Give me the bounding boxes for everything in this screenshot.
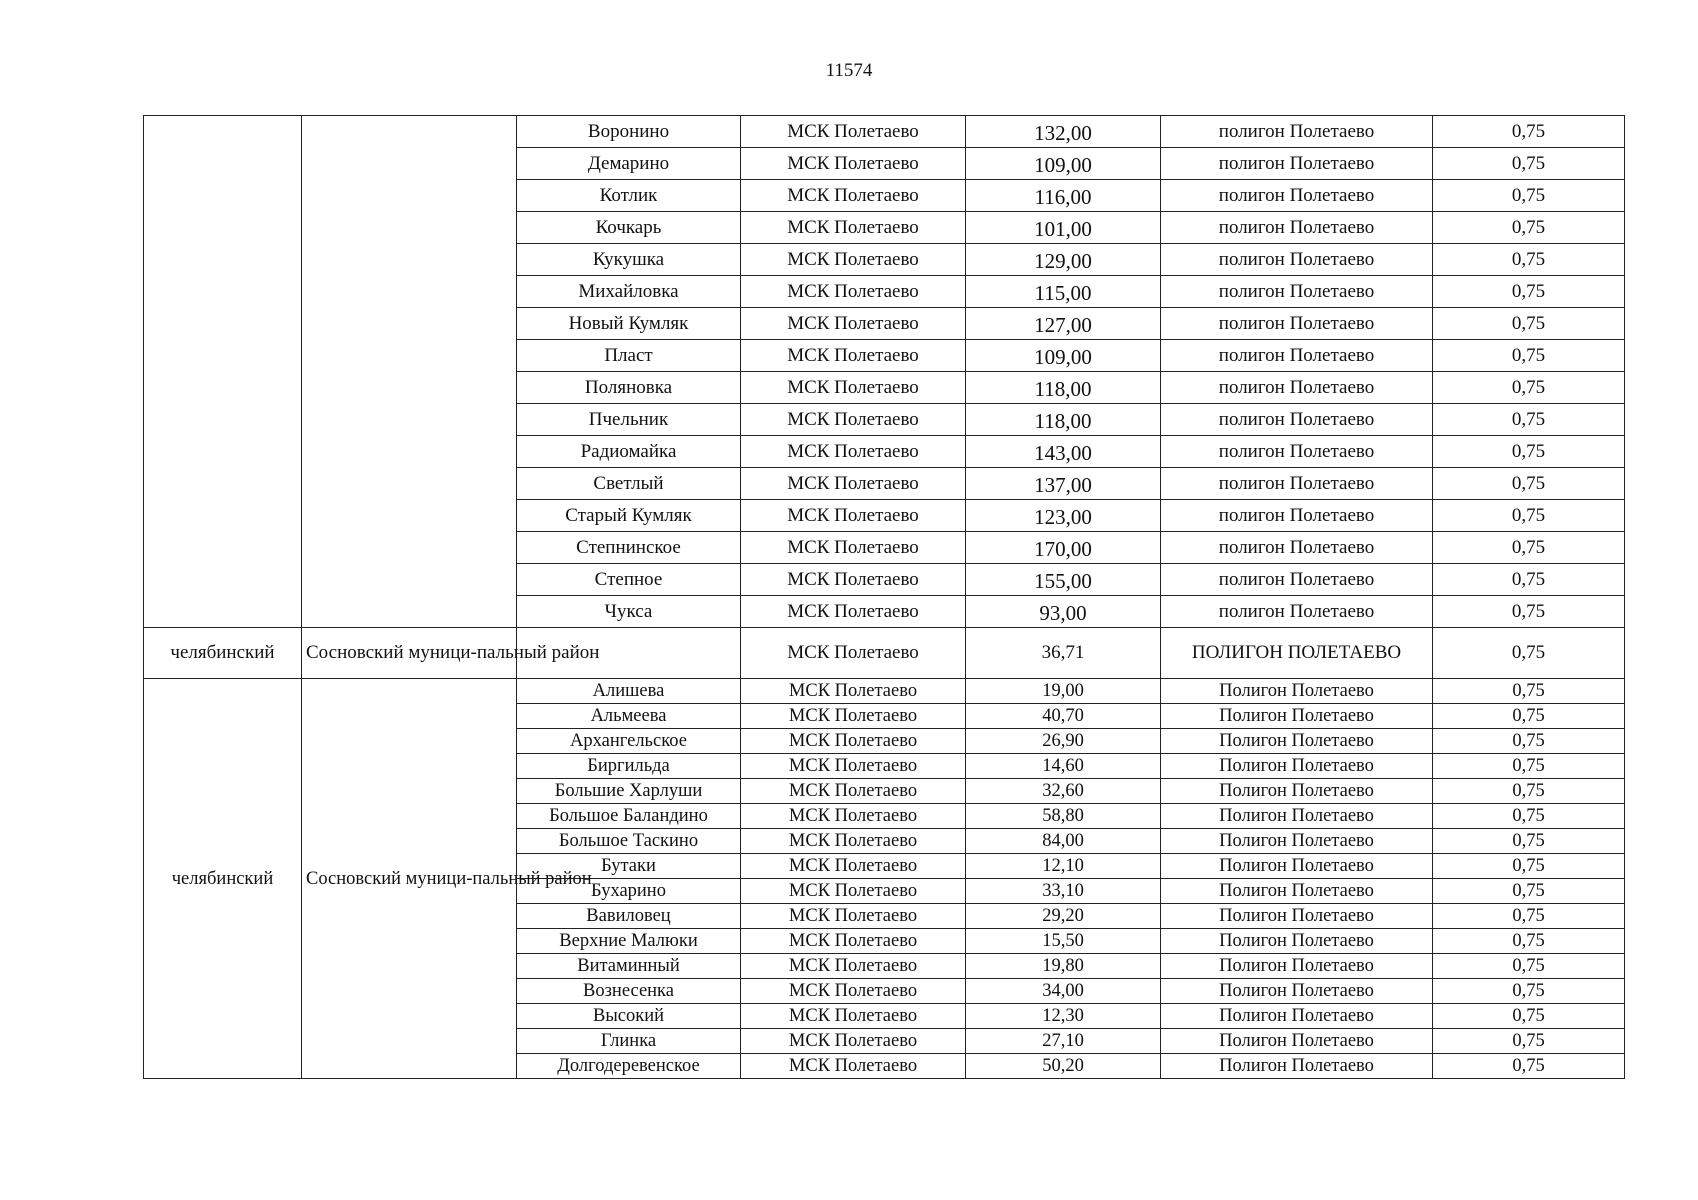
facility-cell: МСК Полетаево bbox=[741, 804, 966, 829]
landfill-cell: ПОЛИГОН ПОЛЕТАЕВО bbox=[1161, 628, 1433, 679]
settlement-cell: Пчельник bbox=[517, 404, 741, 436]
coefficient-cell: 0,75 bbox=[1433, 404, 1625, 436]
distance-cell: 132,00 bbox=[966, 116, 1161, 148]
landfill-cell: Полигон Полетаево bbox=[1161, 829, 1433, 854]
facility-cell: МСК Полетаево bbox=[741, 148, 966, 180]
facility-cell: МСК Полетаево bbox=[741, 954, 966, 979]
settlement-cell: Алишева bbox=[517, 679, 741, 704]
settlement-cell: Альмеева bbox=[517, 704, 741, 729]
distance-cell: 127,00 bbox=[966, 308, 1161, 340]
landfill-cell: полигон Полетаево bbox=[1161, 468, 1433, 500]
landfill-cell: Полигон Полетаево bbox=[1161, 729, 1433, 754]
landfill-cell: Полигон Полетаево bbox=[1161, 679, 1433, 704]
distance-cell: 101,00 bbox=[966, 212, 1161, 244]
coefficient-cell: 0,75 bbox=[1433, 829, 1625, 854]
distance-cell: 12,30 bbox=[966, 1004, 1161, 1029]
facility-cell: МСК Полетаево bbox=[741, 904, 966, 929]
settlement-cell: Биргильда bbox=[517, 754, 741, 779]
settlement-cell: Степнинское bbox=[517, 532, 741, 564]
settlement-cell: Кочкарь bbox=[517, 212, 741, 244]
distance-cell: 32,60 bbox=[966, 779, 1161, 804]
settlement-cell: Большое Баландино bbox=[517, 804, 741, 829]
facility-cell: МСК Полетаево bbox=[741, 436, 966, 468]
distance-cell: 137,00 bbox=[966, 468, 1161, 500]
distance-cell: 109,00 bbox=[966, 340, 1161, 372]
distance-cell: 27,10 bbox=[966, 1029, 1161, 1054]
distance-cell: 19,80 bbox=[966, 954, 1161, 979]
settlement-cell: Поляновка bbox=[517, 372, 741, 404]
settlement-cell: Радиомайка bbox=[517, 436, 741, 468]
coefficient-cell: 0,75 bbox=[1433, 116, 1625, 148]
landfill-cell: полигон Полетаево bbox=[1161, 500, 1433, 532]
facility-cell: МСК Полетаево bbox=[741, 500, 966, 532]
distance-cell: 14,60 bbox=[966, 754, 1161, 779]
coefficient-cell: 0,75 bbox=[1433, 212, 1625, 244]
facility-cell: МСК Полетаево bbox=[741, 829, 966, 854]
settlement-cell: Кукушка bbox=[517, 244, 741, 276]
facility-cell: МСК Полетаево bbox=[741, 564, 966, 596]
coefficient-cell: 0,75 bbox=[1433, 436, 1625, 468]
zone-cell-empty bbox=[144, 116, 302, 628]
coefficient-cell: 0,75 bbox=[1433, 804, 1625, 829]
facility-cell: МСК Полетаево bbox=[741, 729, 966, 754]
settlement-cell: Котлик bbox=[517, 180, 741, 212]
landfill-cell: полигон Полетаево bbox=[1161, 180, 1433, 212]
coefficient-cell: 0,75 bbox=[1433, 979, 1625, 1004]
zone-cell: челябинский bbox=[144, 679, 302, 1079]
distance-cell: 118,00 bbox=[966, 372, 1161, 404]
settlement-cell: Пласт bbox=[517, 340, 741, 372]
coefficient-cell: 0,75 bbox=[1433, 500, 1625, 532]
landfill-cell: полигон Полетаево bbox=[1161, 116, 1433, 148]
landfill-cell: полигон Полетаево bbox=[1161, 148, 1433, 180]
distance-cell: 109,00 bbox=[966, 148, 1161, 180]
facility-cell: МСК Полетаево bbox=[741, 1029, 966, 1054]
table-row bbox=[144, 679, 1625, 704]
settlement-cell: Михайловка bbox=[517, 276, 741, 308]
facility-cell: МСК Полетаево bbox=[741, 180, 966, 212]
coefficient-cell: 0,75 bbox=[1433, 340, 1625, 372]
distance-cell: 155,00 bbox=[966, 564, 1161, 596]
facility-cell: МСК Полетаево bbox=[741, 779, 966, 804]
distance-cell: 40,70 bbox=[966, 704, 1161, 729]
settlement-cell: Чукса bbox=[517, 596, 741, 628]
coefficient-cell: 0,75 bbox=[1433, 244, 1625, 276]
settlement-cell: Бутаки bbox=[517, 854, 741, 879]
facility-cell: МСК Полетаево bbox=[741, 212, 966, 244]
landfill-cell: полигон Полетаево bbox=[1161, 564, 1433, 596]
coefficient-cell: 0,75 bbox=[1433, 754, 1625, 779]
distance-cell: 29,20 bbox=[966, 904, 1161, 929]
distance-cell: 129,00 bbox=[966, 244, 1161, 276]
facility-cell: МСК Полетаево bbox=[741, 372, 966, 404]
landfill-cell: Полигон Полетаево bbox=[1161, 879, 1433, 904]
distance-cell: 143,00 bbox=[966, 436, 1161, 468]
settlement-cell: Долгодеревенское bbox=[517, 1054, 741, 1079]
distance-cell: 93,00 bbox=[966, 596, 1161, 628]
settlement-cell: Старый Кумляк bbox=[517, 500, 741, 532]
settlement-cell: Верхние Малюки bbox=[517, 929, 741, 954]
coefficient-cell: 0,75 bbox=[1433, 954, 1625, 979]
facility-cell: МСК Полетаево bbox=[741, 468, 966, 500]
distance-cell: 58,80 bbox=[966, 804, 1161, 829]
landfill-cell: Полигон Полетаево bbox=[1161, 929, 1433, 954]
coefficient-cell: 0,75 bbox=[1433, 596, 1625, 628]
landfill-cell: Полигон Полетаево bbox=[1161, 1029, 1433, 1054]
coefficient-cell: 0,75 bbox=[1433, 854, 1625, 879]
landfill-cell: Полигон Полетаево bbox=[1161, 979, 1433, 1004]
settlement-cell: Светлый bbox=[517, 468, 741, 500]
distance-cell: 26,90 bbox=[966, 729, 1161, 754]
distance-cell: 170,00 bbox=[966, 532, 1161, 564]
coefficient-cell: 0,75 bbox=[1433, 679, 1625, 704]
landfill-cell: полигон Полетаево bbox=[1161, 372, 1433, 404]
distance-cell: 19,00 bbox=[966, 679, 1161, 704]
page-number: 11574 bbox=[825, 60, 873, 81]
waste-routing-table bbox=[143, 115, 1625, 1079]
distance-cell: 115,00 bbox=[966, 276, 1161, 308]
coefficient-cell: 0,75 bbox=[1433, 308, 1625, 340]
landfill-cell: Полигон Полетаево bbox=[1161, 854, 1433, 879]
settlement-cell: Архангельское bbox=[517, 729, 741, 754]
coefficient-cell: 0,75 bbox=[1433, 468, 1625, 500]
coefficient-cell: 0,75 bbox=[1433, 180, 1625, 212]
settlement-cell: Степное bbox=[517, 564, 741, 596]
coefficient-cell: 0,75 bbox=[1433, 628, 1625, 679]
coefficient-cell: 0,75 bbox=[1433, 1004, 1625, 1029]
landfill-cell: Полигон Полетаево bbox=[1161, 1004, 1433, 1029]
facility-cell: МСК Полетаево bbox=[741, 754, 966, 779]
landfill-cell: полигон Полетаево bbox=[1161, 244, 1433, 276]
coefficient-cell: 0,75 bbox=[1433, 1054, 1625, 1079]
distance-cell: 36,71 bbox=[966, 628, 1161, 679]
landfill-cell: Полигон Полетаево bbox=[1161, 904, 1433, 929]
distance-cell: 50,20 bbox=[966, 1054, 1161, 1079]
coefficient-cell: 0,75 bbox=[1433, 1029, 1625, 1054]
coefficient-cell: 0,75 bbox=[1433, 564, 1625, 596]
zone-cell: челябинский bbox=[144, 628, 302, 679]
facility-cell: МСК Полетаево bbox=[741, 979, 966, 1004]
landfill-cell: Полигон Полетаево bbox=[1161, 1054, 1433, 1079]
settlement-cell: Демарино bbox=[517, 148, 741, 180]
coefficient-cell: 0,75 bbox=[1433, 929, 1625, 954]
settlement-cell: Новый Кумляк bbox=[517, 308, 741, 340]
facility-cell: МСК Полетаево bbox=[741, 244, 966, 276]
distance-cell: 15,50 bbox=[966, 929, 1161, 954]
district-cell: Сосновский муници-пальный район bbox=[302, 679, 517, 1079]
settlement-cell: Бухарино bbox=[517, 879, 741, 904]
facility-cell: МСК Полетаево bbox=[741, 929, 966, 954]
coefficient-cell: 0,75 bbox=[1433, 532, 1625, 564]
settlement-cell: Вавиловец bbox=[517, 904, 741, 929]
facility-cell: МСК Полетаево bbox=[741, 404, 966, 436]
landfill-cell: полигон Полетаево bbox=[1161, 276, 1433, 308]
coefficient-cell: 0,75 bbox=[1433, 904, 1625, 929]
coefficient-cell: 0,75 bbox=[1433, 779, 1625, 804]
coefficient-cell: 0,75 bbox=[1433, 704, 1625, 729]
facility-cell: МСК Полетаево bbox=[741, 679, 966, 704]
facility-cell: МСК Полетаево bbox=[741, 1004, 966, 1029]
distance-cell: 116,00 bbox=[966, 180, 1161, 212]
landfill-cell: полигон Полетаево bbox=[1161, 532, 1433, 564]
landfill-cell: Полигон Полетаево bbox=[1161, 954, 1433, 979]
settlement-cell: Высокий bbox=[517, 1004, 741, 1029]
landfill-cell: полигон Полетаево bbox=[1161, 596, 1433, 628]
facility-cell: МСК Полетаево bbox=[741, 532, 966, 564]
landfill-cell: Полигон Полетаево bbox=[1161, 704, 1433, 729]
distance-cell: 123,00 bbox=[966, 500, 1161, 532]
settlement-cell: Воронино bbox=[517, 116, 741, 148]
distance-cell: 33,10 bbox=[966, 879, 1161, 904]
landfill-cell: полигон Полетаево bbox=[1161, 308, 1433, 340]
distance-cell: 118,00 bbox=[966, 404, 1161, 436]
table-row bbox=[144, 116, 1625, 148]
facility-cell: МСК Полетаево bbox=[741, 704, 966, 729]
distance-cell: 34,00 bbox=[966, 979, 1161, 1004]
facility-cell: МСК Полетаево bbox=[741, 308, 966, 340]
facility-cell: МСК Полетаево bbox=[741, 596, 966, 628]
landfill-cell: Полигон Полетаево bbox=[1161, 754, 1433, 779]
settlement-cell: Глинка bbox=[517, 1029, 741, 1054]
settlement-cell: Большое Таскино bbox=[517, 829, 741, 854]
facility-cell: МСК Полетаево bbox=[741, 340, 966, 372]
settlement-cell: Вознесенка bbox=[517, 979, 741, 1004]
facility-cell: МСК Полетаево bbox=[741, 1054, 966, 1079]
settlement-cell: Большие Харлуши bbox=[517, 779, 741, 804]
facility-cell: МСК Полетаево bbox=[741, 879, 966, 904]
distance-cell: 12,10 bbox=[966, 854, 1161, 879]
coefficient-cell: 0,75 bbox=[1433, 372, 1625, 404]
landfill-cell: Полигон Полетаево bbox=[1161, 779, 1433, 804]
coefficient-cell: 0,75 bbox=[1433, 879, 1625, 904]
distance-cell: 84,00 bbox=[966, 829, 1161, 854]
coefficient-cell: 0,75 bbox=[1433, 729, 1625, 754]
landfill-cell: полигон Полетаево bbox=[1161, 404, 1433, 436]
landfill-cell: полигон Полетаево bbox=[1161, 212, 1433, 244]
district-cell: Сосновский муници-пальный район bbox=[302, 628, 517, 679]
table-row bbox=[144, 628, 1625, 679]
settlement-cell: Витаминный bbox=[517, 954, 741, 979]
district-cell-empty bbox=[302, 116, 517, 628]
landfill-cell: полигон Полетаево bbox=[1161, 436, 1433, 468]
landfill-cell: Полигон Полетаево bbox=[1161, 804, 1433, 829]
facility-cell: МСК Полетаево bbox=[741, 854, 966, 879]
landfill-cell: полигон Полетаево bbox=[1161, 340, 1433, 372]
facility-cell: МСК Полетаево bbox=[741, 116, 966, 148]
table-body bbox=[144, 116, 1625, 1079]
coefficient-cell: 0,75 bbox=[1433, 148, 1625, 180]
facility-cell: МСК Полетаево bbox=[741, 628, 966, 679]
facility-cell: МСК Полетаево bbox=[741, 276, 966, 308]
coefficient-cell: 0,75 bbox=[1433, 276, 1625, 308]
